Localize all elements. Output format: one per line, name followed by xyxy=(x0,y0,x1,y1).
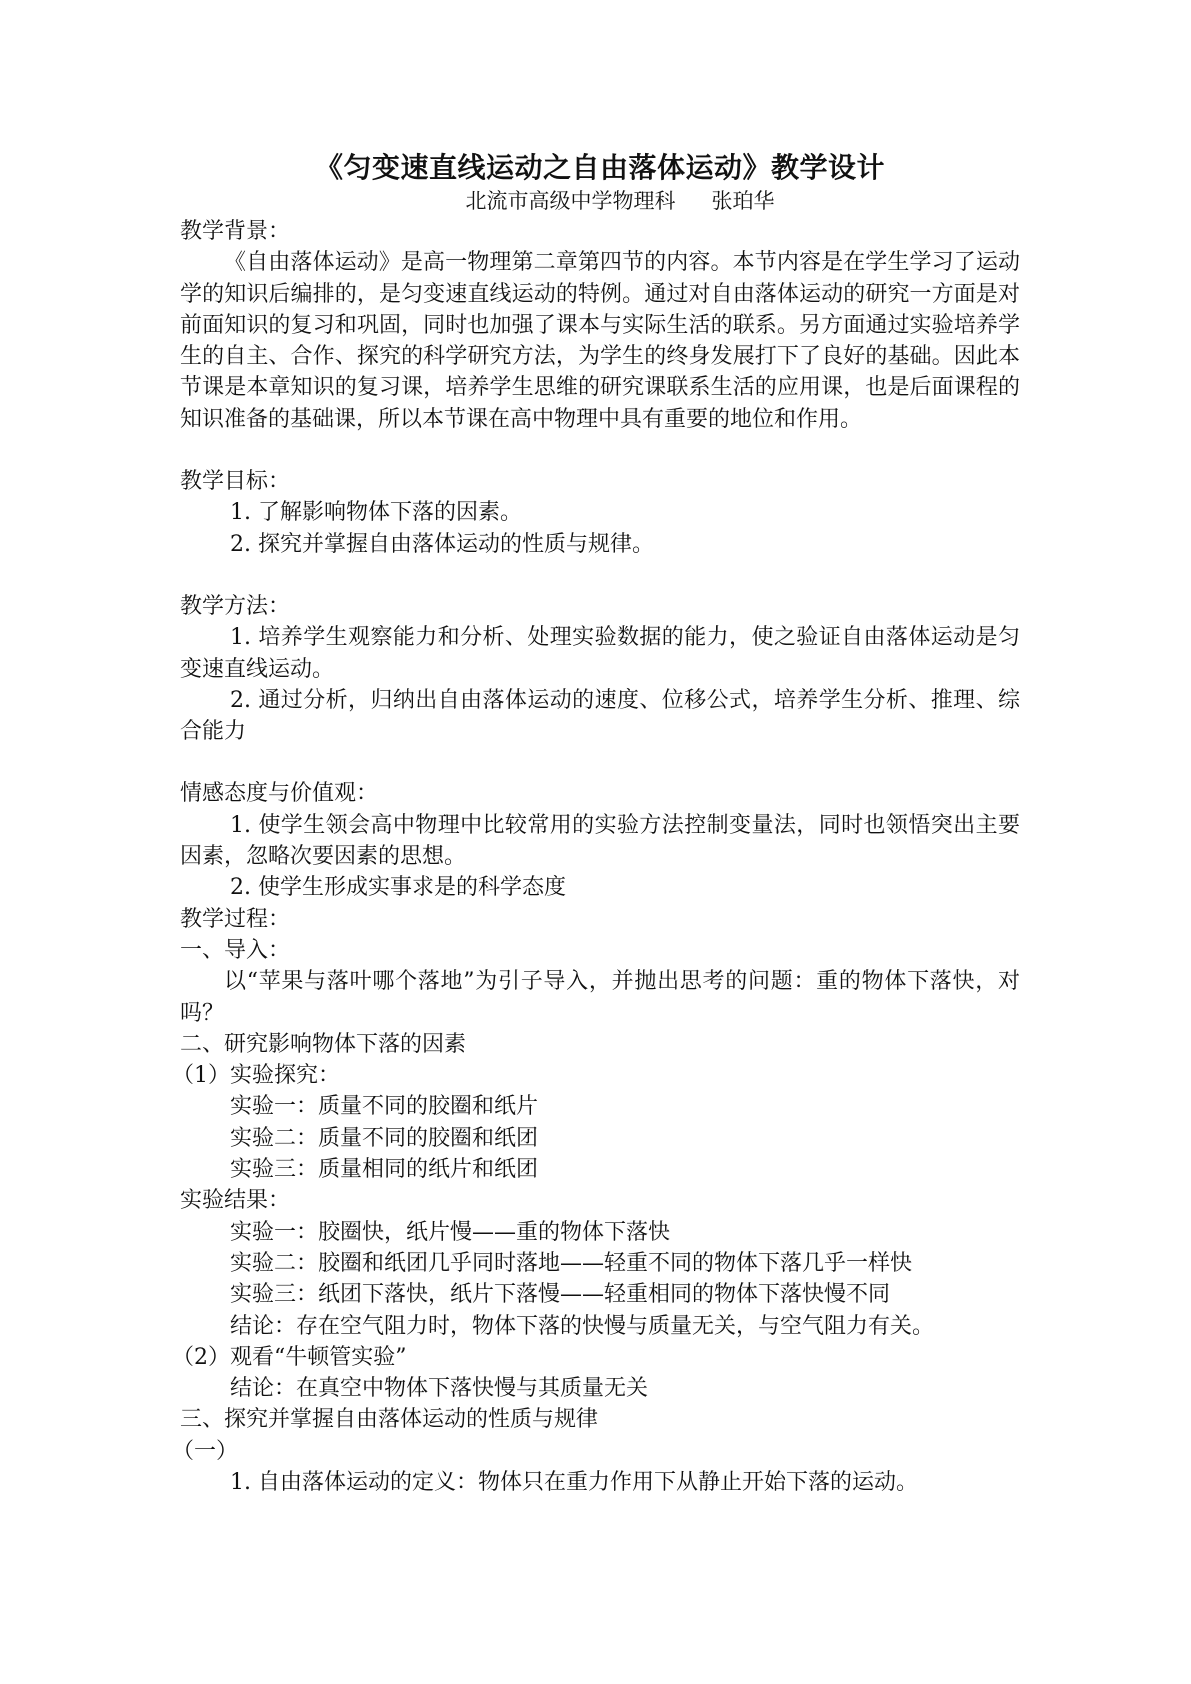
experiment-item-3: 实验三：质量相同的纸片和纸团 xyxy=(230,1157,539,1183)
goal-item-1: 1. 了解影响物体下落的因素。 xyxy=(230,500,522,526)
background-paragraph: 《自由落体运动》是高一物理第二章第四节的内容。本节内容是在学生学习了运动学的知识后编排的，是匀变速直线运动的特例。通过对自由落体运动的研究一方面是对前面知识的复习和巩固，同时也加强了课本与实际生活的联系。另方面通过实验培养学生的自主、合作、探究的科学研究方法，为学生的终身发展打下了良好的基础。因此本节课是本章知识的复习课，培养学生思维的研究课联系生活的应用课，也是后面课程的知识准备的基础课，所以本节课在高中物理中具有重要的地位和作用。 xyxy=(180,250,1020,432)
document-page xyxy=(172,150,1020,1498)
newton-heading: （2）观看“牛顿管实验” xyxy=(172,1344,407,1370)
goals-heading: 教学目标： xyxy=(180,469,291,495)
process-heading: 教学过程： xyxy=(180,906,291,932)
method-item-1: 1. 培养学生观察能力和分析、处理实验数据的能力，使之验证自由落体运动是匀变速直线运动。 xyxy=(180,625,1020,682)
background-heading: 教学背景： xyxy=(180,219,291,244)
author-line xyxy=(180,186,1020,216)
intro-heading: 一、导入： xyxy=(180,937,291,963)
subsection-1-label: （一） xyxy=(172,1438,239,1464)
value-item-2: 2. 使学生形成实事求是的科学态度 xyxy=(230,875,566,901)
document-title: 《匀变速直线运动之自由落体运动》教学设计 xyxy=(314,151,885,184)
results-heading: 实验结果： xyxy=(180,1188,291,1214)
result-item-2: 实验二：胶圈和纸团几乎同时落地——轻重不同的物体下落几乎一样快 xyxy=(230,1250,913,1276)
conclusion-1: 结论：存在空气阻力时，物体下落的快慢与质量无关，与空气阻力有关。 xyxy=(230,1313,935,1339)
value-item-1: 1. 使学生领会高中物理中比较常用的实验方法控制变量法，同时也领悟突出主要因素，忽略次要因素的思想。 xyxy=(180,812,1020,870)
values-heading: 情感态度与价值观： xyxy=(180,781,379,807)
author-school: 北流市高级中学物理科 xyxy=(465,189,676,213)
goal-item-2: 2. 探究并掌握自由落体运动的性质与规律。 xyxy=(230,531,654,557)
experiment-item-2: 实验二：质量不同的胶圈和纸团 xyxy=(230,1125,539,1151)
conclusion-2: 结论：在真空中物体下落快慢与其质量无关 xyxy=(230,1376,649,1402)
result-item-1: 实验一：胶圈快，纸片慢——重的物体下落快 xyxy=(230,1219,671,1245)
methods-heading: 教学方法： xyxy=(180,593,291,619)
method-item-2: 2. 通过分析，归纳出自由落体运动的速度、位移公式，培养学生分析、推理、综合能力 xyxy=(180,687,1020,745)
author-name: 张珀华 xyxy=(711,189,775,213)
experiment-heading: （1）实验探究： xyxy=(172,1063,340,1089)
definition-item: 1. 自由落体运动的定义：物体只在重力作用下从静止开始下落的运动。 xyxy=(230,1469,918,1495)
section2-heading: 二、研究影响物体下落的因素 xyxy=(180,1031,467,1057)
intro-paragraph: 以“苹果与落叶哪个落地”为引子导入，并抛出思考的问题：重的物体下落快，对吗？ xyxy=(180,969,1020,1026)
experiment-item-1: 实验一：质量不同的胶圈和纸片 xyxy=(230,1094,539,1120)
result-item-3: 实验三：纸团下落快，纸片下落慢——轻重相同的物体下落快慢不同 xyxy=(230,1282,891,1308)
section3-heading: 三、探究并掌握自由落体运动的性质与规律 xyxy=(180,1407,599,1433)
